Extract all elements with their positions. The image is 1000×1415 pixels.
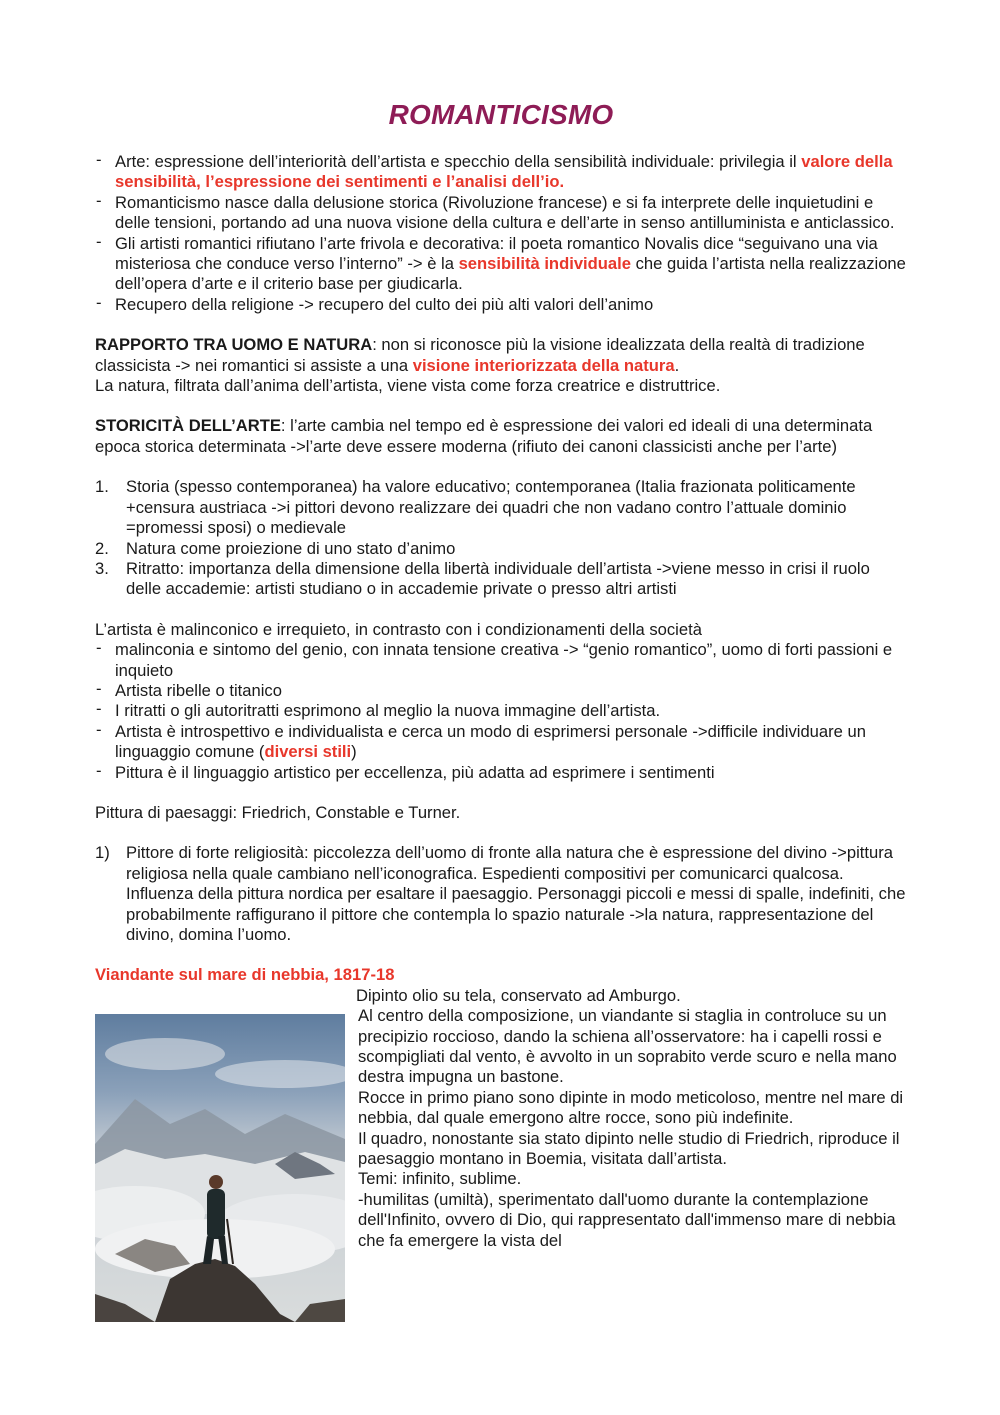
list-item [95, 477, 907, 538]
item-text: Arte: espressione dell’interiorità dell’artista e specchio della sensibilità individuale: privilegia il [115, 152, 802, 171]
page-title: ROMANTICISMO [388, 99, 614, 130]
item-text: Artista ribelle o titanico [115, 680, 282, 700]
highlight-text: valore della sensibilità, l’espressione dei sentimenti e l’analisi dell’io. [115, 152, 893, 192]
item-text: Natura come proiezione di uno stato d’animo [126, 538, 456, 558]
paren-list [95, 843, 907, 945]
paesaggi-line: Pittura di paesaggi: Friedrich, Constable e Turner. [95, 802, 461, 822]
viandante-description [358, 986, 918, 1251]
list-item [95, 763, 907, 783]
item-text: Pittura è il linguaggio artistico per eccellenza, più adatta ad esprimere i sentimenti [115, 762, 715, 782]
highlight-text: sensibilità individuale [458, 254, 631, 274]
paragraph-text: : non si riconosce più la visione idealizzata della realtà di tradizione classicista -> nei romantici si assiste a una [95, 335, 865, 375]
list-item [95, 152, 907, 193]
paragraph-text: . [674, 355, 680, 375]
list-number: 3. [95, 558, 109, 578]
artista-intro: L’artista è malinconico e irrequieto, in contrasto con i condizionamenti della società [95, 619, 702, 639]
rapporto-line2: La natura, filtrata dall’anima dell’artista, viene vista come forza creatrice e distruttrice. [95, 376, 721, 396]
document-page [95, 95, 907, 1326]
highlight-text: diversi stili [264, 742, 352, 762]
description-paragraph: Temi: infinito, sublime. [358, 1169, 522, 1189]
intro-list [95, 152, 907, 315]
list-number: 1. [95, 477, 109, 497]
item-text: malinconia e sintomo del genio, con innata tensione creativa -> “genio romantico”, uomo di forti passioni e inquieto [115, 640, 893, 680]
list-item [95, 295, 907, 315]
viandante-painting [95, 1014, 345, 1322]
artista-list [95, 640, 907, 783]
section-label: RAPPORTO TRA UOMO E NATURA [95, 335, 373, 355]
description-paragraph: -humilitas (umiltà), sperimentato dall'uomo durante la contemplazione dell'Infinito, ovvero di Dio, qui rappresentato dall'immenso mare di nebbia che fa emergere la vista del [358, 1189, 896, 1250]
item-text: Romanticismo nasce dalla delusione storica (Rivoluzione francese) e si fa interprete delle inquietudini e delle tensioni, portando ad una nuova visione della cultura e dell’arte in senso antilluminista e anticlassico. [115, 192, 895, 233]
viandante-title: Viandante sul mare di nebbia, 1817-18 [95, 965, 395, 985]
item-text: Ritratto: importanza della dimensione della libertà individuale dell’artista ->viene messo in crisi il ruolo delle accademie: artisti studiano o in accademie private o presso altri artisti [126, 558, 870, 599]
list-item [95, 193, 907, 234]
description-paragraph: Al centro della composizione, un viandante si staglia in controluce su un precipizio roccioso, dando la schiena all’osservatore: ha i capelli rossi e scompigliati dal vento, è avvolto in un soprabito verde scuro e nella mano destra impugna un bastone. [358, 1006, 897, 1087]
item-text: Recupero della religione -> recupero del culto dei più alti valori dell’animo [115, 294, 654, 314]
item-text: ) [351, 742, 357, 762]
item-text: Pittore di forte religiosità: piccolezza dell’uomo di fronte alla natura che è espressione del divino ->pittura religiosa nella quale cambiano nell’iconografica. Espedienti compositivi per comunicarci qualcosa. Influenza della pittura nordica per esaltare il paesaggio. Personaggi piccoli e messi di spalle, indefiniti, che probabilmente raffigurano il pittore che contempla lo spazio naturale ->la natura, rappresentazione del divino, domina l’uomo. [126, 843, 906, 944]
item-text: Storia (spesso contemporanea) ha valore educativo; contemporanea (Italia frazionata politicamente +censura austriaca ->i pittori devono realizzare dei quadri che non vadano contro l’attuale dominio =promessi sposi) o medievale [126, 477, 856, 538]
list-item [95, 843, 907, 945]
list-number: 1) [95, 843, 110, 863]
item-text: che guida l’artista nella realizzazione dell’opera d’arte e il criterio base per giudicarla. [115, 254, 906, 294]
list-number: 2. [95, 538, 109, 558]
highlight-text: visione interiorizzata della natura [412, 355, 675, 375]
list-item [95, 640, 907, 681]
item-text: Artista è introspettivo e individualista e cerca un modo di esprimersi personale ->difficile individuare un linguaggio comune ( [115, 721, 866, 762]
description-paragraph: Rocce in primo piano sono dipinte in modo meticoloso, mentre nel mare di nebbia, dal quale emergono altre rocce, sono più indefinite. [358, 1087, 904, 1128]
storicita-paragraph [95, 416, 907, 457]
list-item [95, 559, 907, 600]
paragraph-text: : l’arte cambia nel tempo ed è espressione dei valori ed ideali di una determinata epoca storica determinata ->l’arte deve essere moderna (rifiuto dei canoni classicisti anche per l’arte) [95, 416, 873, 456]
rapporto-paragraph [95, 335, 907, 376]
list-item [95, 722, 907, 763]
description-paragraph: Il quadro, nonostante sia stato dipinto nelle studio di Friedrich, riproduce il paesaggio montano in Boemia, visitata dall’artista. [358, 1128, 900, 1169]
list-item [95, 234, 907, 295]
numbered-list [95, 477, 907, 599]
list-item [95, 681, 907, 701]
painting-image [95, 1014, 345, 1322]
section-label: STORICITÀ DELL’ARTE [95, 416, 281, 436]
description-paragraph: Dipinto olio su tela, conservato ad Amburgo. [356, 985, 681, 1005]
list-item [95, 539, 907, 559]
item-text: Gli artisti romantici rifiutano l’arte frivola e decorativa: il poeta romantico Novalis dice “seguivano una via misteriosa che conduce verso l’interno” -> è la [115, 233, 878, 274]
viandante-section [95, 986, 907, 1326]
item-text: I ritratti o gli autoritratti esprimono al meglio la nuova immagine dell’artista. [115, 701, 661, 721]
list-item [95, 701, 907, 721]
